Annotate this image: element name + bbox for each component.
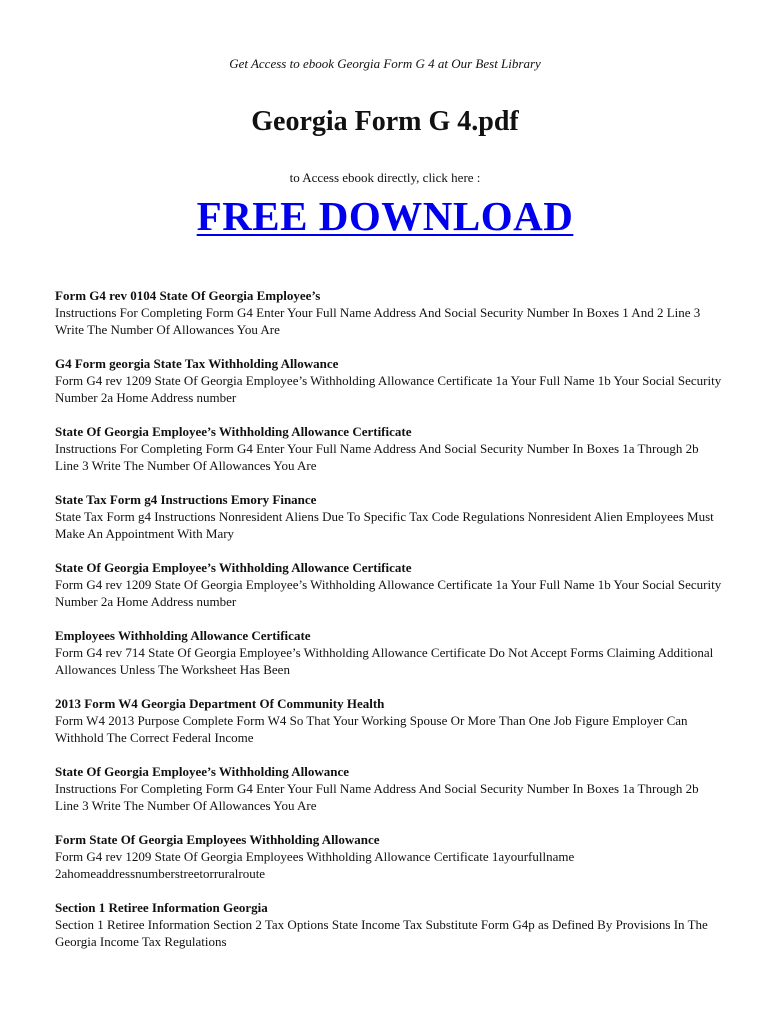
list-item [55,423,725,474]
entry-title: Employees Withholding Allowance Certificate [55,628,311,643]
download-block [0,190,770,242]
entry-description: Instructions For Completing Form G4 Enter Your Full Name Address And Social Security Number In Boxes 1a Through 2b Line 3 Write The Number Of Allowances You Are [55,781,699,813]
list-item [55,899,725,950]
free-download-link[interactable]: FREE DOWNLOAD [196,193,574,239]
entry-title: Section 1 Retiree Information Georgia [55,900,268,915]
entry-title: State Of Georgia Employee’s Withholding Allowance Certificate [55,560,412,575]
entry-description: State Tax Form g4 Instructions Nonresident Aliens Due To Specific Tax Code Regulations Nonresident Alien Employees Must Make An Appointment With Mary [55,509,714,541]
access-instruction: to Access ebook directly, click here : [289,170,481,185]
entry-title: State Of Georgia Employee’s Withholding Allowance Certificate [55,424,412,439]
list-item [55,355,725,406]
entry-description: Section 1 Retiree Information Section 2 Tax Options State Income Tax Substitute Form G4p as Defined By Provisions In The Georgia Income Tax Regulations [55,917,708,949]
entry-description: Form G4 rev 1209 State Of Georgia Employee’s Withholding Allowance Certificate 1a Your Full Name 1b Your Social Security Number 2a Home Address number [55,577,722,609]
entry-title: State Of Georgia Employee’s Withholding Allowance [55,764,350,779]
entry-title: 2013 Form W4 Georgia Department Of Community Health [55,696,385,711]
entry-description: Form G4 rev 1209 State Of Georgia Employees Withholding Allowance Certificate 1ayourfullname 2ahomeaddressnumberstreetorruralroute [55,849,575,881]
entry-list [55,287,725,967]
entry-title: Form State Of Georgia Employees Withholding Allowance [55,832,380,847]
entry-description: Instructions For Completing Form G4 Enter Your Full Name Address And Social Security Number In Boxes 1 And 2 Line 3 Write The Number Of Allowances You Are [55,305,701,337]
list-item [55,695,725,746]
list-item [55,559,725,610]
list-item [55,287,725,338]
list-item [55,627,725,678]
tagline: Get Access to ebook Georgia Form G 4 at Our Best Library [229,56,541,71]
entry-title: State Tax Form g4 Instructions Emory Finance [55,492,317,507]
entry-description: Form G4 rev 1209 State Of Georgia Employee’s Withholding Allowance Certificate 1a Your Full Name 1b Your Social Security Number 2a Home Address number [55,373,722,405]
entry-description: Form W4 2013 Purpose Complete Form W4 So That Your Working Spouse Or More Than One Job Figure Employer Can Withhold The Correct Federal Income [55,713,688,745]
list-item [55,763,725,814]
entry-description: Form G4 rev 714 State Of Georgia Employee’s Withholding Allowance Certificate Do Not Accept Forms Claiming Additional Allowances Unless The Worksheet Has Been [55,645,714,677]
list-item [55,831,725,882]
entry-title: G4 Form georgia State Tax Withholding Allowance [55,356,339,371]
entry-description: Instructions For Completing Form G4 Enter Your Full Name Address And Social Security Number In Boxes 1a Through 2b Line 3 Write The Number Of Allowances You Are [55,441,699,473]
entry-title: Form G4 rev 0104 State Of Georgia Employee’s [55,288,321,303]
page-title: Georgia Form G 4.pdf [251,106,519,137]
list-item [55,491,725,542]
